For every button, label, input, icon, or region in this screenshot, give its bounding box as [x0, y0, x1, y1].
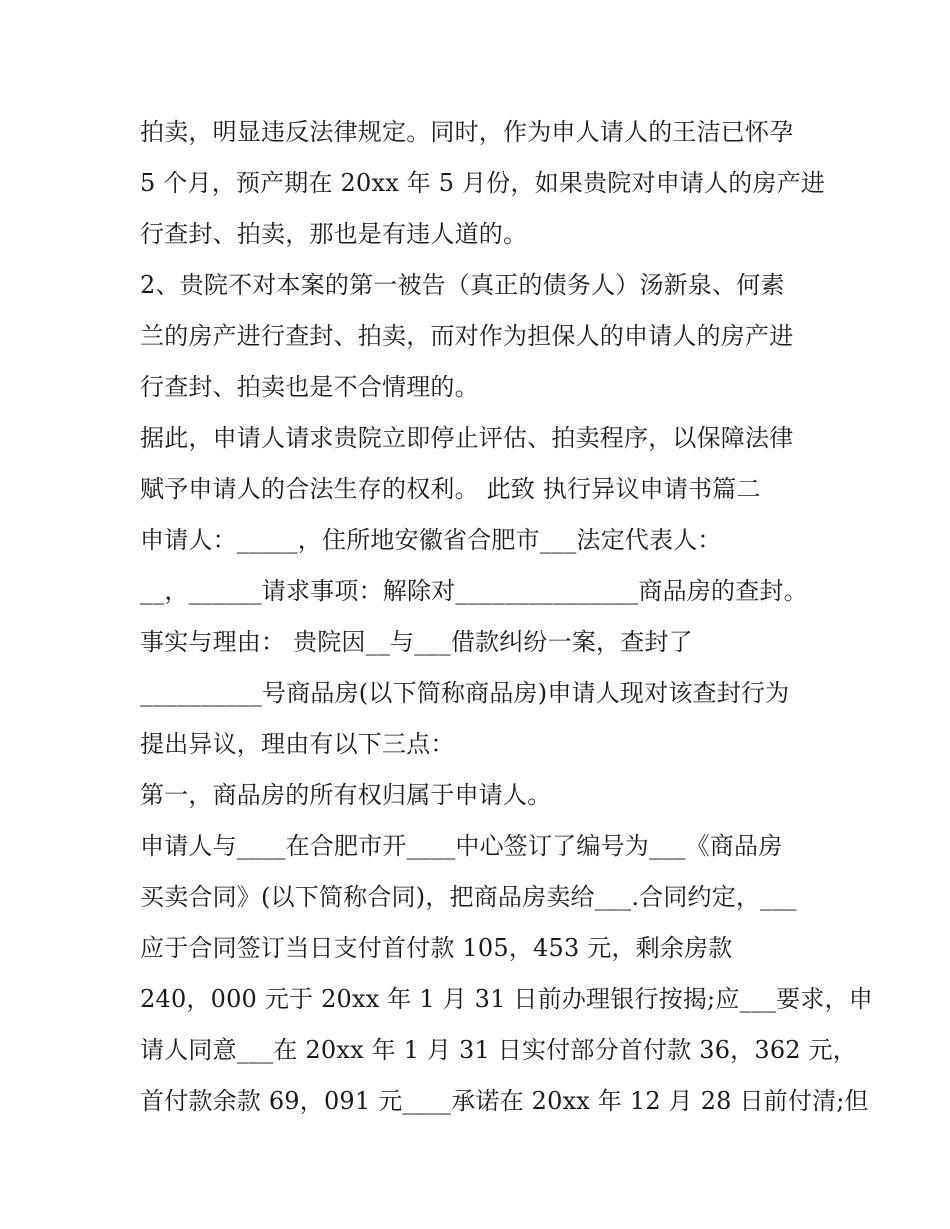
text-line: __________号商品房(以下简称商品房)申请人现对该查封行为	[140, 679, 790, 707]
text-line: 行查封、拍卖，那也是有违人道的。	[140, 220, 528, 248]
text-line: 事实与理由： 贵院因__与___借款纠纷一案，查封了	[140, 628, 693, 656]
document-body	[140, 107, 873, 1127]
text-line: __，______请求事项：解除对_______________商品房的查封。	[140, 577, 808, 605]
text-line: 提出异议，理由有以下三点：	[140, 730, 455, 758]
text-line: 行查封、拍卖也是不合情理的。	[140, 373, 479, 401]
text-line: 第一，商品房的所有权归属于申请人。	[140, 781, 552, 809]
text-line: 首付款余款 69，091 元____承诺在 20xx 年 12 月 28 日前付清;但	[140, 1087, 869, 1115]
text-line: 买卖合同》(以下简称合同)，把商品房卖给___.合同约定，___	[140, 883, 797, 911]
text-line: 兰的房产进行查封、拍卖，而对作为担保人的申请人的房产进	[140, 322, 794, 350]
text-line: 拍卖，明显违反法律规定。同时，作为申人请人的王洁已怀孕	[140, 118, 794, 146]
text-line: 申请人与____在合肥市开____中心签订了编号为___《商品房	[140, 832, 783, 860]
text-line: 应于合同签订当日支付首付款 105，453 元，剩余房款	[140, 934, 733, 962]
text-line: 请人同意___在 20xx 年 1 月 31 日实付部分首付款 36，362 元，	[140, 1036, 857, 1064]
text-line: 5 个月，预产期在 20xx 年 5 月份，如果贵院对申请人的房产进	[140, 169, 826, 197]
text-line: 据此，申请人请求贵院立即停止评估、拍卖程序，以保障法律	[140, 424, 794, 452]
text-line: 申请人：_____，住所地安徽省合肥市___法定代表人：	[140, 526, 722, 554]
text-line: 赋予申请人的合法生存的权利。 此致 执行异议申请书篇二	[140, 475, 761, 503]
text-line: 2、贵院不对本案的第一被告（真正的债务人）汤新泉、何素	[140, 271, 785, 299]
text-line: 240，000 元于 20xx 年 1 月 31 日前办理银行按揭;应___要求，申	[140, 985, 873, 1013]
